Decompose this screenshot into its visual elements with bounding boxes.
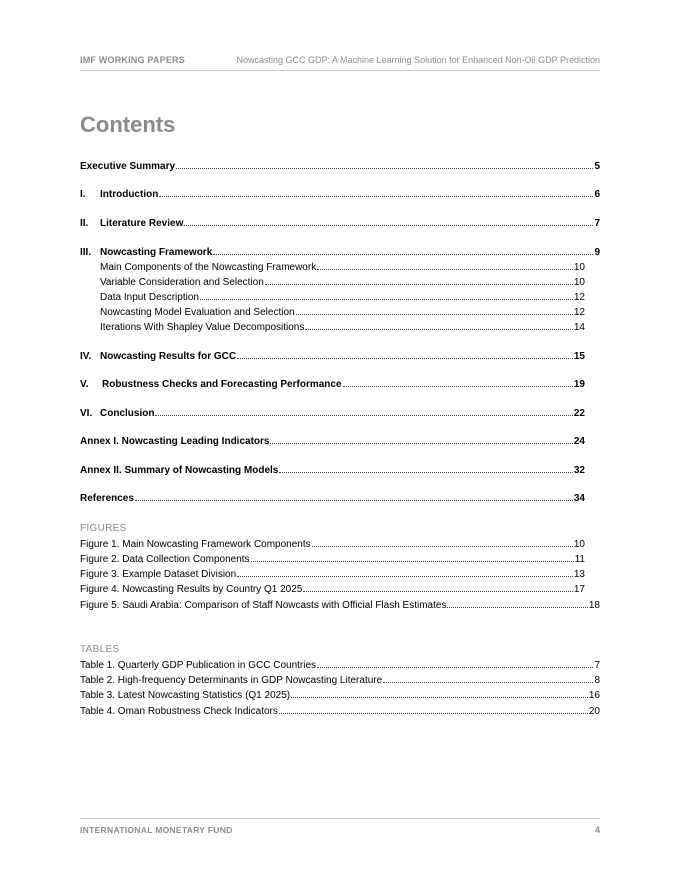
toc-page-number: 18 xyxy=(588,600,600,611)
leader-dots xyxy=(296,305,573,315)
toc-page-number: 8 xyxy=(594,675,600,686)
footer-organization: INTERNATIONAL MONETARY FUND xyxy=(80,825,233,835)
figure-entry[interactable] xyxy=(80,567,585,581)
toc-label: Nowcasting Model Evaluation and Selection xyxy=(100,307,295,318)
toc-page-number: 7 xyxy=(594,660,600,671)
toc-entry-robustness-checks[interactable] xyxy=(80,377,585,391)
toc-label: Table 1. Quarterly GDP Publication in GCC Countries xyxy=(80,660,317,671)
toc-label: Annex II. Summary of Nowcasting Models xyxy=(80,465,279,476)
leader-dots xyxy=(237,349,573,359)
toc-label: Table 2. High-frequency Determinants in GDP Nowcasting Literature xyxy=(80,675,383,686)
section-number: IV. xyxy=(80,351,92,362)
toc-entry-annex-2[interactable] xyxy=(80,463,585,477)
figure-entry[interactable] xyxy=(80,552,585,566)
toc-entry-literature-review[interactable] xyxy=(80,216,600,230)
toc-page-number: 14 xyxy=(573,322,585,333)
leader-dots xyxy=(317,260,573,270)
leader-dots xyxy=(270,434,572,444)
toc-page-number: 22 xyxy=(573,408,585,419)
toc-entry-annex-1[interactable] xyxy=(80,434,585,448)
figures-heading: FIGURES xyxy=(80,523,127,534)
leader-dots xyxy=(312,537,573,547)
toc-page-number: 16 xyxy=(588,690,600,701)
leader-dots xyxy=(317,658,593,668)
toc-label: Introduction xyxy=(100,189,159,200)
toc-subentry[interactable] xyxy=(100,320,585,334)
leader-dots xyxy=(265,275,573,285)
toc-label: Iterations With Shapley Value Decompositions xyxy=(100,322,305,333)
toc-page-number: 34 xyxy=(573,493,585,504)
section-number: I. xyxy=(80,189,86,200)
toc-label: Variable Consideration and Selection xyxy=(100,277,264,288)
series-name: IMF WORKING PAPERS xyxy=(80,55,185,65)
section-number: VI. xyxy=(80,408,93,419)
toc-subentry[interactable] xyxy=(100,275,585,289)
section-number: II. xyxy=(80,218,89,229)
toc-page-number: 10 xyxy=(573,539,585,550)
toc-subentry[interactable] xyxy=(100,305,585,319)
leader-dots xyxy=(251,552,574,562)
leader-dots xyxy=(279,704,588,714)
leader-dots xyxy=(383,673,593,683)
toc-label: Main Components of the Nowcasting Framework xyxy=(100,262,317,273)
toc-label: Literature Review xyxy=(100,218,184,229)
table-entry[interactable] xyxy=(80,658,600,672)
toc-subentry[interactable] xyxy=(100,290,585,304)
toc-label: Annex I. Nowcasting Leading Indicators xyxy=(80,436,270,447)
toc-entry-introduction[interactable] xyxy=(80,187,600,201)
table-entry[interactable] xyxy=(80,673,600,687)
figure-entry[interactable] xyxy=(80,582,585,596)
footer-page-number: 4 xyxy=(594,825,600,835)
toc-label: Executive Summary xyxy=(80,161,176,172)
toc-page-number: 6 xyxy=(594,189,600,200)
toc-label: Robustness Checks and Forecasting Performance xyxy=(102,379,342,390)
toc-page-number: 17 xyxy=(573,584,585,595)
leader-dots xyxy=(200,290,573,300)
toc-entry-conclusion[interactable] xyxy=(80,406,585,420)
leader-dots xyxy=(159,187,593,197)
paper-title-header: Nowcasting GCC GDP: A Machine Learning Solution for Enhanced Non-Oil GDP Prediction xyxy=(236,55,600,65)
toc-page-number: 32 xyxy=(573,465,585,476)
leader-dots xyxy=(291,688,588,698)
toc-entry-nowcasting-results[interactable] xyxy=(80,349,585,363)
toc-entry-nowcasting-framework[interactable] xyxy=(80,245,600,259)
toc-label: Figure 2. Data Collection Components xyxy=(80,554,250,565)
header-divider xyxy=(80,70,600,71)
toc-page-number: 24 xyxy=(573,436,585,447)
toc-label: Figure 3. Example Dataset Division xyxy=(80,569,237,580)
leader-dots xyxy=(343,377,573,387)
toc-label: Table 3. Latest Nowcasting Statistics (Q1 2025) xyxy=(80,690,291,701)
tables-heading: TABLES xyxy=(80,644,120,655)
leader-dots xyxy=(305,320,573,330)
section-number: III. xyxy=(80,247,92,258)
toc-label: Figure 5. Saudi Arabia: Comparison of Staff Nowcasts with Official Flash Estimates xyxy=(80,600,447,611)
toc-label: Figure 1. Main Nowcasting Framework Components xyxy=(80,539,311,550)
toc-page-number: 9 xyxy=(594,247,600,258)
toc-page-number: 7 xyxy=(594,218,600,229)
leader-dots xyxy=(213,245,593,255)
toc-label: Figure 4. Nowcasting Results by Country Q1 2025 xyxy=(80,584,303,595)
toc-page-number: 20 xyxy=(588,706,600,717)
toc-entry-references[interactable] xyxy=(80,491,585,505)
toc-page-number: 12 xyxy=(573,307,585,318)
toc-subentry[interactable] xyxy=(100,260,585,274)
table-entry[interactable] xyxy=(80,688,600,702)
toc-label: Conclusion xyxy=(100,408,155,419)
leader-dots xyxy=(303,582,573,592)
toc-label: Table 4. Oman Robustness Check Indicators xyxy=(80,706,278,717)
toc-page-number: 19 xyxy=(573,379,585,390)
leader-dots xyxy=(155,406,572,416)
toc-label: Nowcasting Results for GCC xyxy=(100,351,237,362)
leader-dots xyxy=(447,598,587,608)
toc-label: Nowcasting Framework xyxy=(100,247,213,258)
running-header xyxy=(80,55,600,71)
page-title: Contents xyxy=(80,112,176,137)
toc-page-number: 12 xyxy=(573,292,585,303)
leader-dots xyxy=(237,567,573,577)
toc-page-number: 13 xyxy=(573,569,585,580)
leader-dots xyxy=(279,463,573,473)
figure-entry[interactable] xyxy=(80,598,600,612)
table-entry[interactable] xyxy=(80,704,600,718)
section-number: V. xyxy=(80,379,89,390)
toc-page-number: 10 xyxy=(573,277,585,288)
toc-entry-executive-summary[interactable] xyxy=(80,159,600,173)
leader-dots xyxy=(176,159,593,169)
toc-label: Data Input Description xyxy=(100,292,199,303)
toc-page-number: 10 xyxy=(573,262,585,273)
figure-entry[interactable] xyxy=(80,537,585,551)
leader-dots xyxy=(135,491,573,501)
toc-page-number: 15 xyxy=(573,351,585,362)
leader-dots xyxy=(184,216,593,226)
toc-page-number: 11 xyxy=(574,554,585,565)
toc-page-number: 5 xyxy=(594,161,600,172)
footer-divider xyxy=(80,818,600,819)
toc-label: References xyxy=(80,493,134,504)
